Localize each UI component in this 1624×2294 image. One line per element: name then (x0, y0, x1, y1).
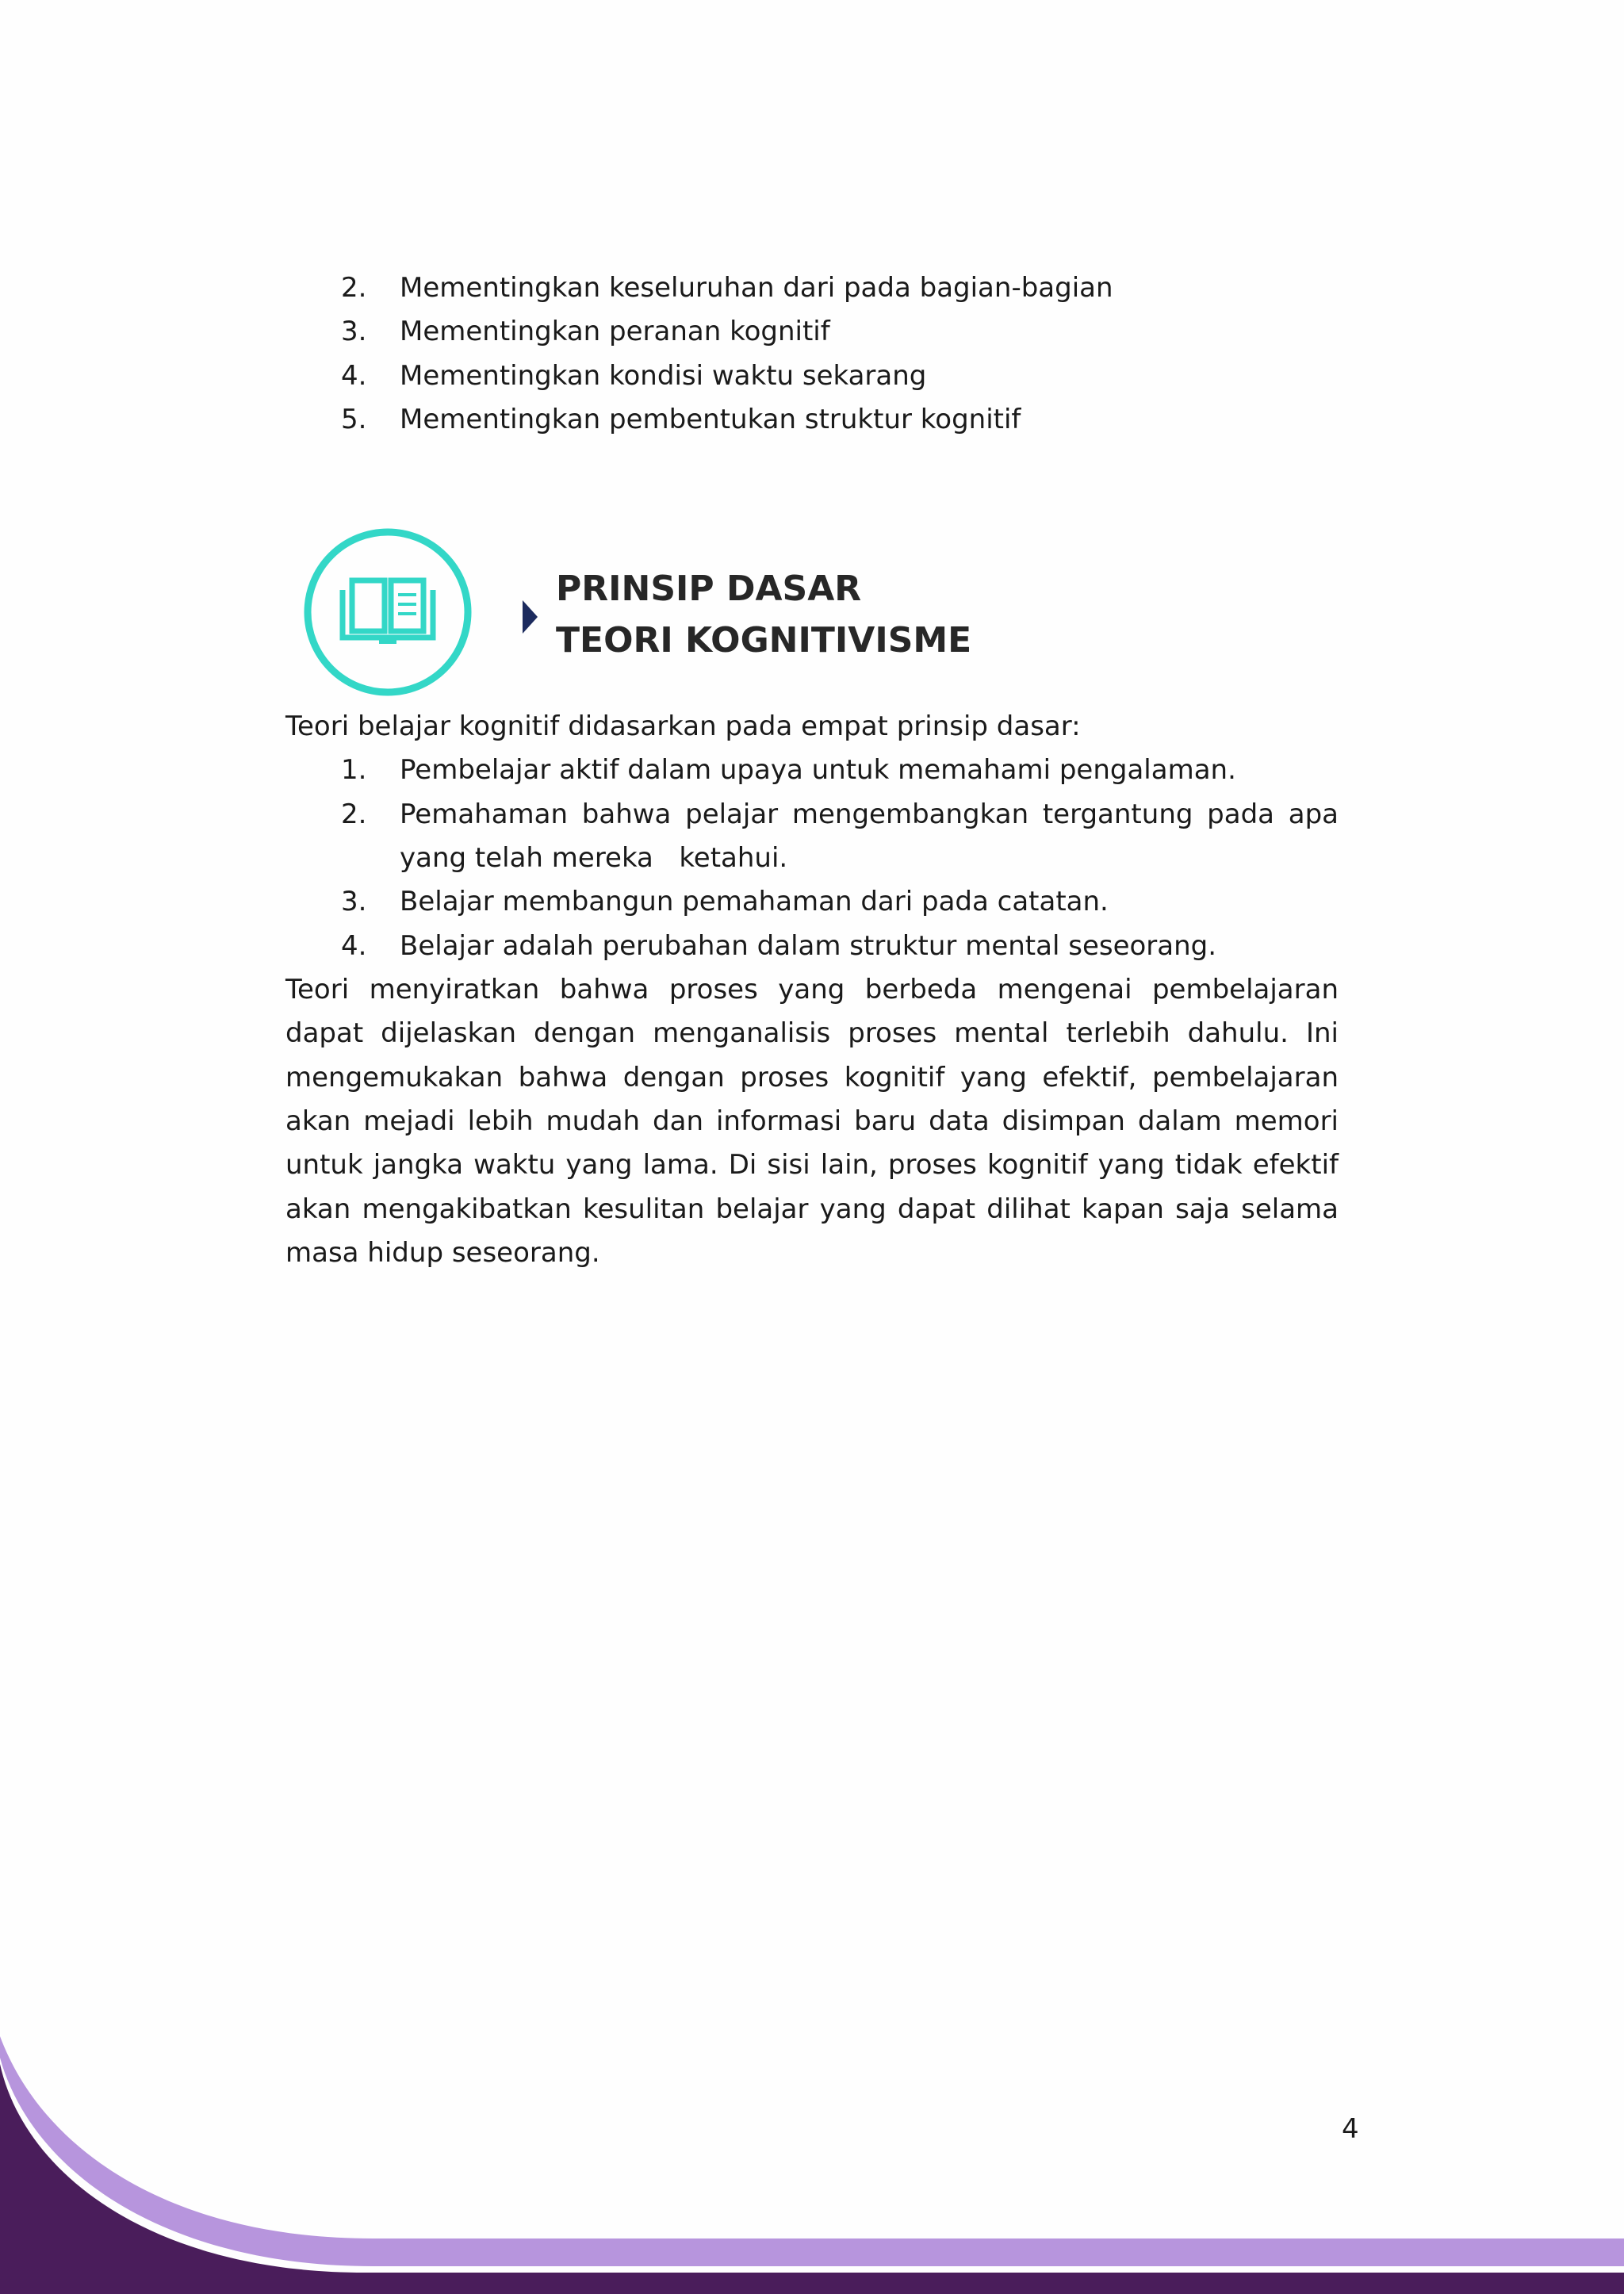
badge-circle (308, 532, 468, 692)
list-item-number: 4. (341, 359, 367, 392)
section-body (285, 705, 1339, 1275)
list-item-text: Mementingkan peranan kognitif (400, 316, 830, 348)
footer-wave-decoration (0, 2014, 1624, 2294)
list-item (285, 925, 1339, 968)
list-item (341, 354, 1339, 398)
paragraph-line: untuk jangka waktu yang lama. Di sisi lain, proses kognitif yang tidak efektif (285, 1149, 1339, 1181)
list-item-text: yang telah mereka ketahui. (400, 842, 788, 875)
list-item-text: Pemahaman bahwa pelajar mengembangkan tergantung pada apa (400, 798, 1339, 830)
list-item (285, 793, 1339, 881)
body-paragraph (285, 968, 1339, 1275)
list-item-text: Mementingkan kondisi waktu sekarang (400, 359, 927, 392)
list-item-text: Belajar membangun pemahaman dari pada catatan. (400, 886, 1109, 918)
paragraph-line: masa hidup seseorang. (285, 1237, 600, 1270)
footer-wave-light (0, 2036, 1624, 2266)
list-item-text: Pembelajar aktif dalam upaya untuk memahami pengalaman. (400, 754, 1236, 787)
top-numbered-list (341, 266, 1339, 442)
list-item (341, 398, 1339, 442)
section-heading (556, 564, 971, 666)
list-item (341, 310, 1339, 354)
paragraph-line: akan mejadi lebih mudah dan informasi baru data disimpan dalam memori (285, 1105, 1339, 1138)
heading-line: PRINSIP DASAR (556, 569, 862, 609)
list-item-text: Mementingkan pembentukan struktur kognitif (400, 404, 1021, 436)
section-icon-badge (302, 527, 473, 698)
paragraph-line: akan mengakibatkan kesulitan belajar yang dapat dilihat kapan saja selama (285, 1193, 1339, 1225)
list-item-number: 2. (341, 272, 367, 304)
paragraph-line: dapat dijelaskan dengan menganalisis proses mental terlebih dahulu. Ini (285, 1017, 1339, 1050)
heading-line: TEORI KOGNITIVISME (556, 619, 972, 661)
open-book-icon (343, 580, 433, 644)
paragraph-line: Teori menyiratkan bahwa proses yang berbeda mengenai pembelajaran (285, 974, 1339, 1006)
list-item-number: 2. (341, 798, 367, 830)
list-item-number: 1. (341, 754, 367, 787)
list-item (285, 880, 1339, 924)
list-item (341, 266, 1339, 310)
list-item-number: 3. (341, 316, 367, 348)
caret-right-icon (523, 600, 538, 634)
list-item-number: 3. (341, 886, 367, 918)
list-item-number: 5. (341, 404, 367, 436)
list-item-number: 4. (341, 929, 367, 962)
page-number: 4 (1342, 2113, 1359, 2145)
intro-text: Teori belajar kognitif didasarkan pada empat prinsip dasar: (285, 710, 1081, 742)
list-item (285, 749, 1339, 792)
paragraph-line: mengemukakan bahwa dengan proses kognitif yang efektif, pembelajaran (285, 1061, 1339, 1093)
list-item-text: Belajar adalah perubahan dalam struktur mental seseorang. (400, 929, 1217, 962)
list-item-text: Mementingkan keseluruhan dari pada bagian-bagian (400, 272, 1113, 304)
